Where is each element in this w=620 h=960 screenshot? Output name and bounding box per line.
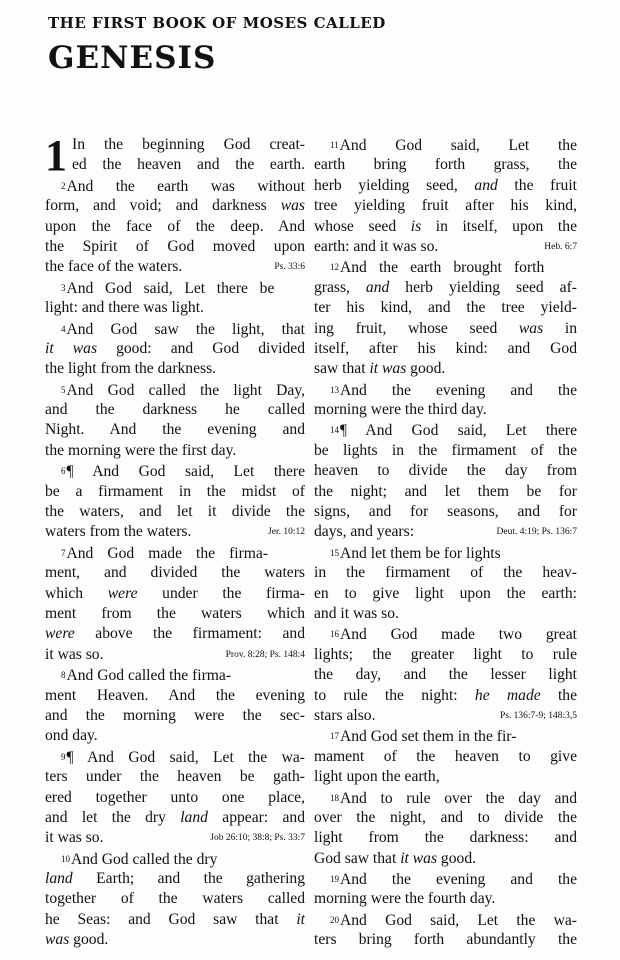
verse-number: 14 bbox=[330, 425, 339, 436]
verse-line: form, and void; and darkness was bbox=[45, 197, 305, 215]
verse-line: land Earth; and the gathering bbox=[45, 870, 305, 888]
verse-line: morning were the third day. bbox=[314, 401, 487, 419]
cross-reference: Ps. 33:6 bbox=[274, 262, 305, 273]
verse-line: God saw that it was good. bbox=[314, 849, 477, 867]
verse-line: 17And God set them in the fir- bbox=[330, 728, 517, 746]
verse-line: the morning were the first day. bbox=[45, 441, 237, 459]
cross-reference: Prov. 8:28; Ps. 148:4 bbox=[225, 649, 305, 660]
verse-number: 3 bbox=[61, 282, 66, 293]
cross-reference: Jer. 10:12 bbox=[268, 527, 305, 538]
verse-line: and the darkness he called bbox=[45, 401, 305, 419]
verse-line: the Spirit of God moved upon bbox=[45, 237, 305, 255]
verse-line: 3And God said, Let there be bbox=[61, 279, 275, 297]
verse-line: ters bring forth abundantly the bbox=[314, 931, 577, 949]
verse-line: be lights in the firmament of the bbox=[314, 441, 577, 459]
verse-line: together of the waters called bbox=[45, 890, 305, 908]
verse-line: light from the darkness: and bbox=[314, 829, 577, 847]
verse-number: 7 bbox=[61, 547, 66, 558]
verse-line: ment from the waters which bbox=[45, 604, 305, 622]
verse-line: ters under the heaven be gath- bbox=[45, 768, 305, 786]
verse-number: 8 bbox=[61, 670, 66, 681]
verse-number: 15 bbox=[330, 547, 339, 558]
verse-line: saw that it was good. bbox=[314, 360, 446, 378]
verse-line: 10And God called the dry bbox=[61, 850, 218, 868]
verse-line: were above the firmament: and bbox=[45, 625, 305, 643]
verse-line: 8And God called the firma- bbox=[61, 667, 232, 685]
verse-line: the day, and the lesser light bbox=[314, 666, 577, 684]
cross-reference: Ps. 136:7-9; 148:3,5 bbox=[499, 710, 577, 721]
verse-number: 6 bbox=[61, 466, 66, 477]
verse-line: ing fruit, whose seed was in bbox=[314, 319, 577, 337]
verse-line: 15And let them be for lights bbox=[330, 544, 501, 562]
verse-line: ond day. bbox=[45, 727, 98, 745]
verse-line: in the firmament of the heav- bbox=[314, 564, 577, 582]
right-column bbox=[314, 135, 577, 951]
verse-number: 19 bbox=[330, 874, 339, 885]
verse-line: it was so. Job 26:10; 38:8; Ps. 33:7 bbox=[45, 828, 305, 848]
verse-line: stars also. Ps. 136:7-9; 148:3,5 bbox=[314, 706, 577, 726]
verse-line: and let the dry land appear: and bbox=[45, 808, 305, 826]
verse-line: 6¶ And God said, Let there bbox=[61, 463, 305, 481]
verse-line: and the morning were the sec- bbox=[45, 706, 305, 724]
verse-line: itself, after his kind: and God bbox=[314, 339, 577, 357]
verse-line: earth bring forth grass, the bbox=[314, 156, 577, 174]
verse-line: light upon the earth, bbox=[314, 768, 440, 786]
verse-line: ter his kind, and the tree yield- bbox=[314, 299, 577, 317]
verse-number: 11 bbox=[330, 140, 339, 150]
verse-line: which were under the firma- bbox=[45, 584, 305, 602]
verse-line: ment Heaven. And the evening bbox=[45, 686, 305, 704]
verse-line: light: and there was light. bbox=[45, 299, 204, 317]
verse-line: ered together unto one place, bbox=[45, 788, 305, 806]
verse-line: days, and years: Deut. 4:19; Ps. 136:7 bbox=[314, 522, 577, 542]
verse-line: the face of the waters. Ps. 33:6 bbox=[45, 257, 305, 277]
verse-number: 20 bbox=[330, 914, 339, 925]
verse-line: 4And God saw the light, that bbox=[61, 320, 305, 338]
verse-line: upon the face of the deep. And bbox=[45, 217, 305, 235]
verse-line: ed the heaven and the earth. bbox=[72, 156, 305, 174]
verse-line: In the beginning God creat- bbox=[72, 136, 305, 153]
verse-line: en to give light upon the earth: bbox=[314, 584, 577, 602]
verse-line: 19And the evening and the bbox=[330, 871, 577, 889]
verse-line: 18And to rule over the day and bbox=[330, 789, 577, 807]
verse-line: over the night, and to divide the bbox=[314, 808, 577, 826]
verse-line: grass, and herb yielding seed af- bbox=[314, 278, 577, 296]
verse-line: 7And God made the firma- bbox=[61, 544, 269, 562]
verse-line: 11And God said, Let the bbox=[330, 137, 577, 154]
verse-number: 2 bbox=[61, 180, 66, 191]
verse-line: ment, and divided the waters bbox=[45, 564, 305, 582]
verse-line: he Seas: and God saw that it bbox=[45, 910, 305, 928]
verse-number: 12 bbox=[330, 262, 339, 273]
verse-line: earth: and it was so. Heb. 6:7 bbox=[314, 237, 577, 257]
verse-line: Night. And the evening and bbox=[45, 421, 305, 439]
verse-number: 5 bbox=[61, 384, 66, 395]
verse-line: 9¶ And God said, Let the wa- bbox=[61, 748, 305, 766]
verse-line: tree yielding fruit after his kind, bbox=[314, 197, 577, 215]
cross-reference: Job 26:10; 38:8; Ps. 33:7 bbox=[210, 833, 305, 844]
verse-line: 12And the earth brought forth bbox=[330, 259, 545, 277]
verse-number: 18 bbox=[330, 792, 339, 803]
verse-line: 5And God called the light Day, bbox=[61, 381, 305, 399]
cross-reference: Heb. 6:7 bbox=[544, 241, 577, 252]
verse-line: 16And God made two great bbox=[330, 626, 577, 644]
book-subtitle: THE FIRST BOOK OF MOSES CALLED bbox=[48, 14, 386, 32]
verse-line: it was good: and God divided bbox=[45, 339, 305, 357]
verse-number: 10 bbox=[61, 853, 70, 864]
verse-line: morning were the fourth day. bbox=[314, 890, 496, 908]
verse-number: 4 bbox=[61, 323, 66, 334]
verse-line: to rule the night: he made the bbox=[314, 686, 577, 704]
verse-line: whose seed is in itself, upon the bbox=[314, 217, 577, 235]
verse-line: the night; and let them be for bbox=[314, 482, 577, 500]
verse-line: 20And God said, Let the wa- bbox=[330, 911, 577, 929]
verse-number: 17 bbox=[330, 731, 339, 742]
verse-line: 13And the evening and the bbox=[330, 381, 577, 399]
verse-line: was good. bbox=[45, 931, 109, 949]
book-title: GENESIS bbox=[48, 40, 217, 76]
verse-line: lights; the greater light to rule bbox=[314, 645, 577, 663]
verse-line: the waters, and let it divide the bbox=[45, 503, 305, 521]
verse-number: 9 bbox=[61, 751, 66, 762]
verse-line: and it was so. bbox=[314, 604, 399, 622]
verse-line: heaven to divide the day from bbox=[314, 462, 577, 480]
cross-reference: Deut. 4:19; Ps. 136:7 bbox=[496, 527, 577, 538]
verse-number: 16 bbox=[330, 629, 339, 640]
left-column bbox=[45, 131, 305, 951]
verse-line: herb yielding seed, and the fruit bbox=[314, 176, 577, 194]
verse-line: be a firmament in the midst of bbox=[45, 482, 305, 500]
verse-line: signs, and for seasons, and for bbox=[314, 503, 577, 521]
verse-line: waters from the waters. Jer. 10:12 bbox=[45, 522, 305, 542]
verse-line: mament of the heaven to give bbox=[314, 747, 577, 765]
verse-line: 2And the earth was without bbox=[61, 177, 305, 195]
verse-number: 13 bbox=[330, 384, 339, 395]
verse-line: 14¶ And God said, Let there bbox=[330, 422, 577, 440]
chapter-number: 1 bbox=[45, 131, 67, 180]
verse-line: the light from the darkness. bbox=[45, 360, 217, 378]
verse-line: it was so. Prov. 8:28; Ps. 148:4 bbox=[45, 645, 305, 665]
